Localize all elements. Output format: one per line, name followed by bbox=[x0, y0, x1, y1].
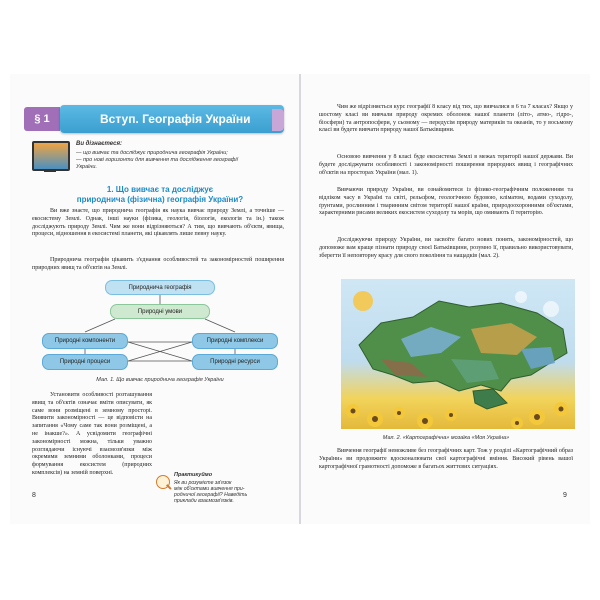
subheading-line: природнича (фізична) географія України? bbox=[76, 195, 244, 204]
practice-line: між об'єктами вивчення при- bbox=[174, 486, 245, 492]
right-paragraph-3 bbox=[319, 187, 573, 218]
paragraph-text: Основою вивчення у 8 класі буде екосистема Землі в межах території нашої держави. Ви будете досліджувати особливості і закономірності поширення природних явищ і географічних об'єктів на просторах України (мал. 1). bbox=[319, 154, 573, 176]
magnifier-icon bbox=[156, 475, 170, 489]
page-number-left: 8 bbox=[32, 492, 36, 499]
book-spread bbox=[10, 74, 590, 524]
paragraph-text: Природнича географія цікавить з'єднання особливостей та закономірностей поширення природних явищ та об'єктів на Землі. bbox=[32, 257, 284, 271]
you-will-learn-item: — що вивчає та досліджує природнича географія України; bbox=[76, 150, 228, 156]
practice-line: родничої географії? Наведіть bbox=[174, 492, 248, 498]
paragraph-text: Досліджуючи природу України, ви засвоїте багато нових понять, закономірностей, що допоможе вам краще пізнати природу своєї Батьківщини, розумно її, правильно використовувати, зберегти її неповторну красу для свого покоління та нащадків (мал. 2). bbox=[319, 237, 573, 259]
right-paragraph-4 bbox=[319, 237, 573, 260]
subheading-line: 1. Що вивчає та досліджує bbox=[106, 185, 214, 194]
right-paragraph-2 bbox=[319, 154, 573, 177]
practice-line: Як ви розумієте зв'язок bbox=[174, 480, 232, 486]
right-paragraph-1 bbox=[319, 104, 573, 135]
diagram-box-natural-resources: Природні ресурси bbox=[192, 354, 278, 370]
page-number-right: 9 bbox=[563, 492, 567, 499]
you-will-learn-item: — про нові горизонти для вивчення та дослідження географії bbox=[76, 157, 238, 163]
paragraph-text: Ви вже знаєте, що природнича географія як наука вивчає природу Землі, а точніше — екосистему Землі. Однак, інші науки (фізика, геологія, біологія, екологія та ін.) також досліджують природу Землі. Чим же вони відрізняються? А тим, що вивчають об'єкти, явища, процеси, відношення в екосистемі планети, які цікавлять лише певну науку. bbox=[32, 208, 284, 238]
diagram-box-natural-geography: Природнича географія bbox=[105, 280, 215, 295]
you-will-learn-heading: Ви дізнаєтеся: bbox=[76, 141, 122, 147]
diagram-box-natural-complexes: Природні комплекси bbox=[192, 333, 278, 349]
left-page bbox=[10, 74, 299, 524]
practice-heading: Практикуймо bbox=[174, 472, 213, 478]
third-paragraph bbox=[32, 392, 152, 478]
right-paragraph-5 bbox=[319, 448, 573, 471]
diagram-box-natural-components: Природні компоненти bbox=[42, 333, 128, 349]
map-caption: Мал. 2. «Картографічна» мозаїка «Моя Україна» bbox=[382, 435, 510, 441]
diagram-box-natural-conditions: Природні умови bbox=[110, 304, 210, 319]
chapter-title: Вступ. Географія України bbox=[60, 105, 284, 133]
paragraph-text: Вивчаючи природу України, ви ознайомитеся із фізико-географічним положенням та відліком часу в Україні та світі, рельєфом, геологічною будовою, кліматом, водами суходолу, ґрунтами, рослинним і тваринним світом території нашої країни, природоохоронними об'єктами, характерними рисами великих екосистем суходолу та морів, що омивають її територію. bbox=[319, 187, 573, 217]
paragraph-text: Вивчення географії неможливе без географічних карт. Тож у розділі «Картографічний образ України» ви продовжите вдосконалювати свої картографічні вміння. Високий рівень вашої картографічної грамотності допоможе в багатьох життєвих ситуаціях. bbox=[319, 448, 573, 470]
diagram-box-natural-processes: Природні процеси bbox=[42, 354, 128, 370]
section-number: § 1 bbox=[24, 107, 60, 131]
ukraine-map-mosaic-image bbox=[341, 279, 575, 429]
paragraph-text: Чим же відрізняється курс географії 8 класу від тих, що вивчалися в 6 та 7 класах? Якщо у шостому класі ви вивчали природу окремих оболонок нашої планети (літо-, атмо-, гідро-, біосфери) та антропосфери, у сьомому — передусім природу материків та океанів, то у восьмому класі ви будете вивчати природу нашої Батьківщини. bbox=[319, 104, 573, 134]
figure-caption: Мал. 1. Що вивчає природнича географія України bbox=[96, 377, 224, 383]
right-page bbox=[301, 74, 590, 524]
you-will-learn-item: України. bbox=[76, 164, 98, 170]
paragraph-text: Установити особливості розташування явищ та об'єктів означає вміти описувати, як саме вони розміщені в земному просторі. Виявити закономірності — це відповісти на запитання «Чому саме так вони розміщені, а не інакше?». А усвідомити географічні закономірності можна, тільки уважно розглядаючи існуючі взаємозв'язки між окремими земними оболонками, процеси формування екосистем (природних комплексів) на земній поверхні. bbox=[32, 392, 152, 476]
practice-line: приклади взаємозв'язків. bbox=[174, 498, 234, 504]
ukraine-mosaic-map bbox=[341, 279, 575, 429]
